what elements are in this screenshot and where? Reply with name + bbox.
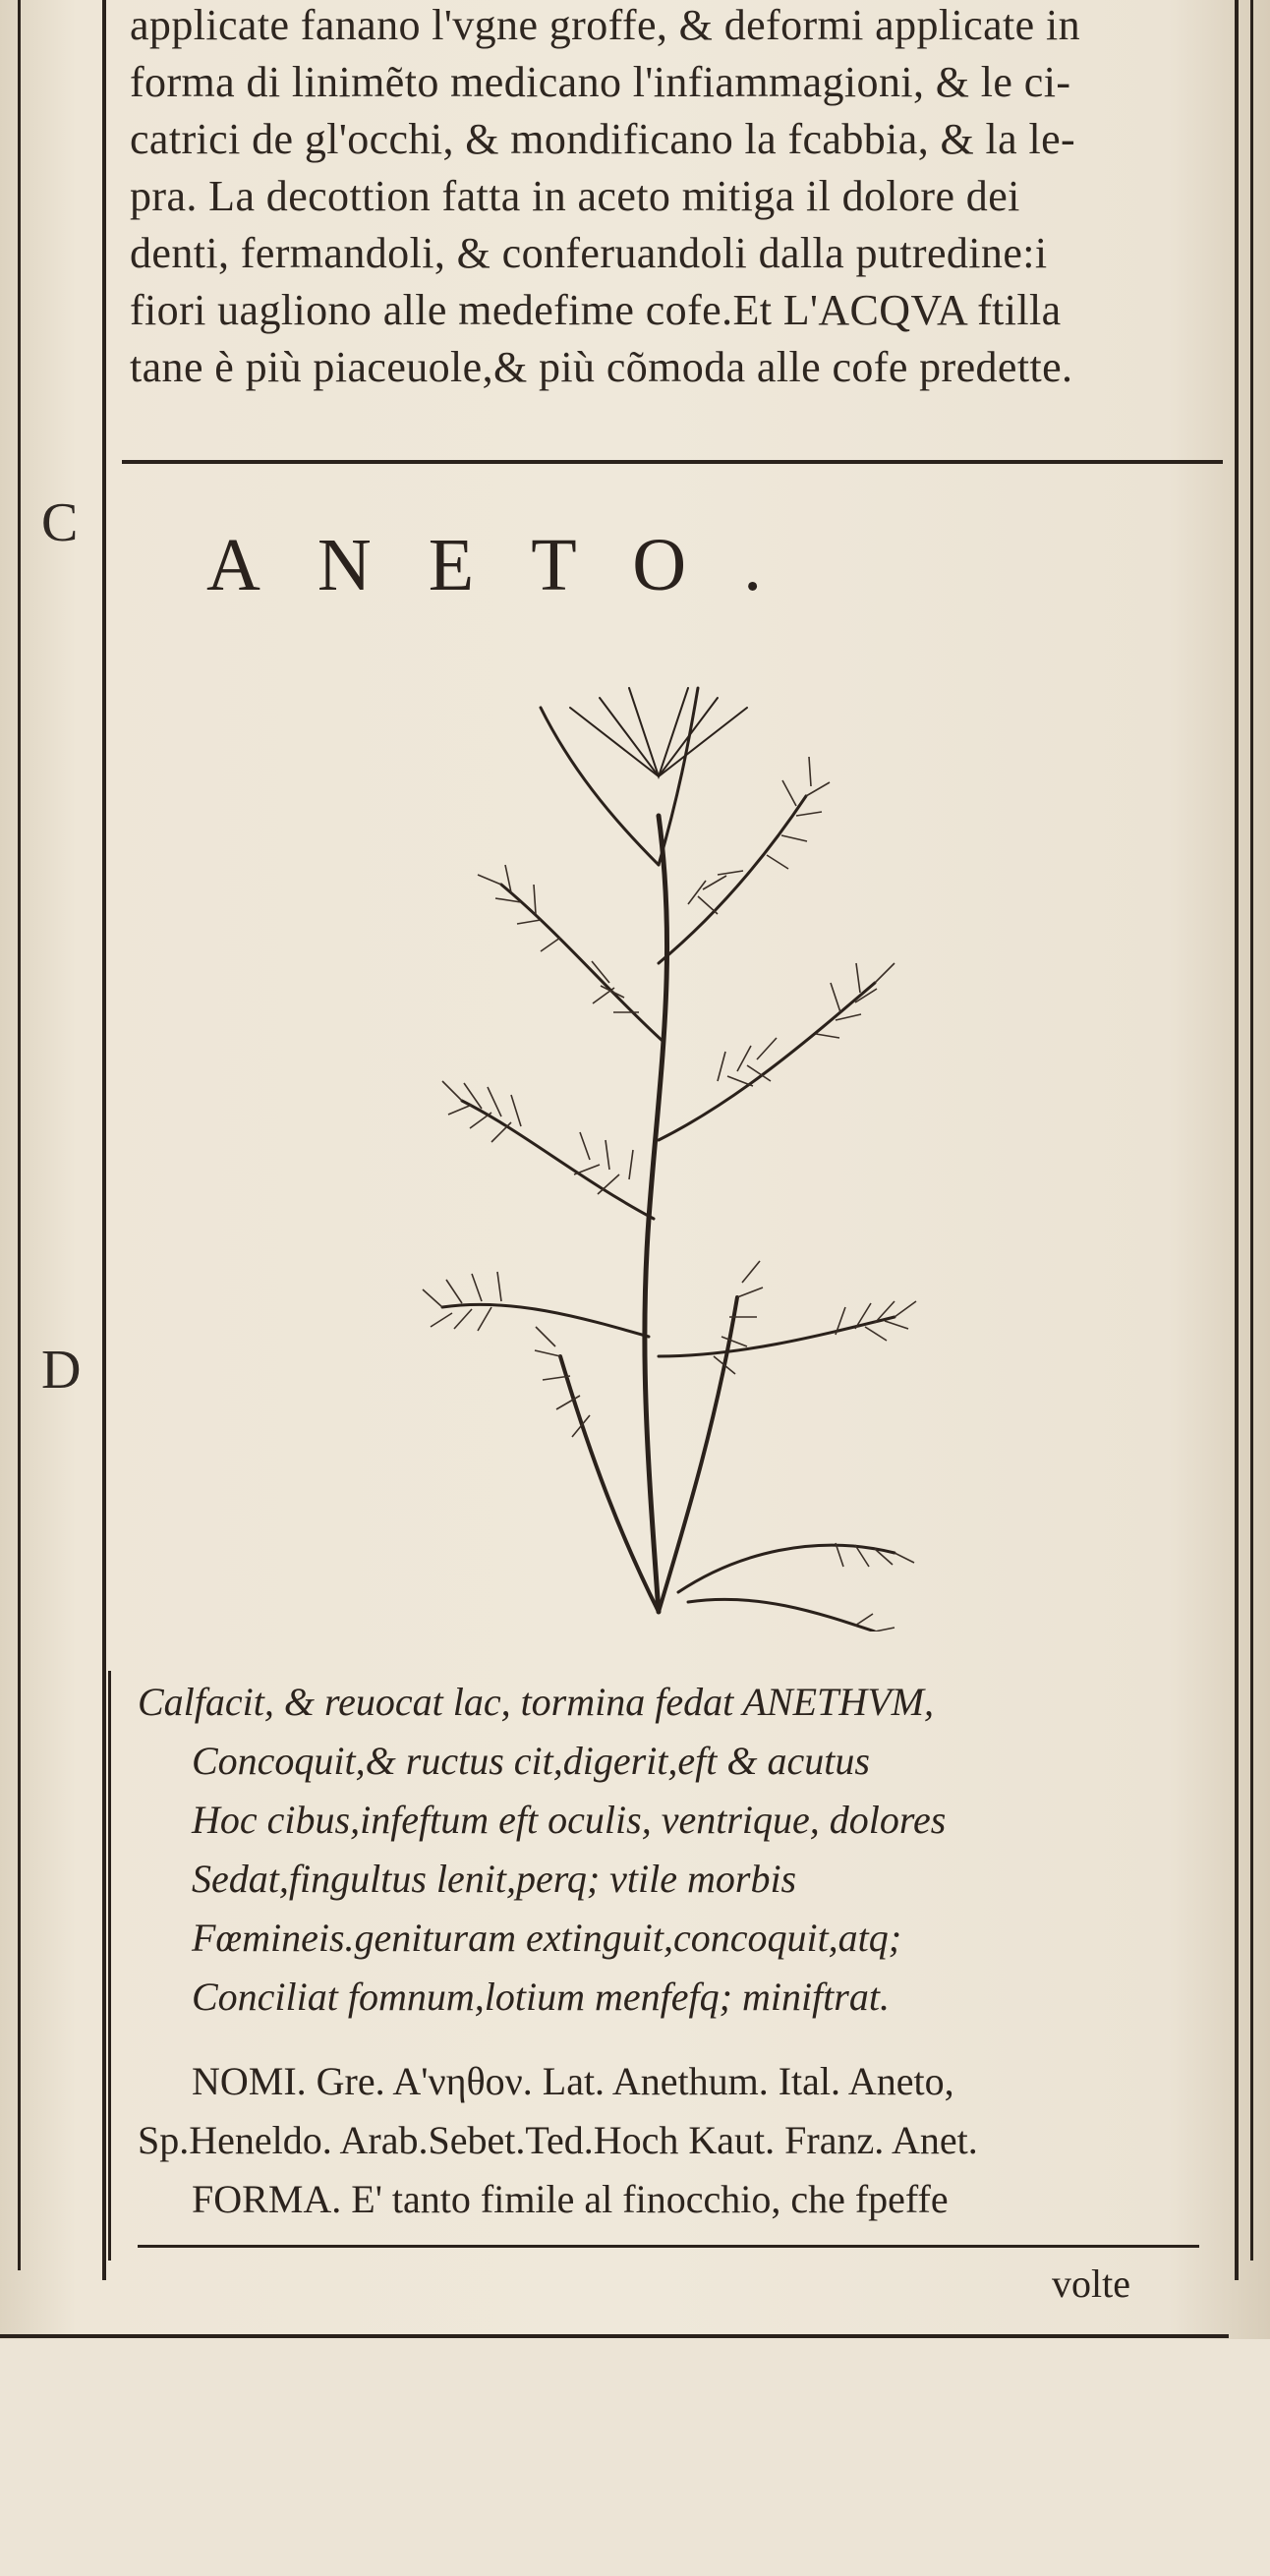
left-outer-rule [18, 0, 21, 2270]
right-outer-rule [1250, 0, 1253, 2261]
poem-line: Hoc cibus,infeftum eft oculis, ventrique, dolores [192, 1798, 947, 1842]
body-text-line: forma di linimẽto medicano l'infiammagioni, & le ci- [130, 58, 1071, 106]
body-text-line: catrici de gl'occhi, & mondificano la fcabbia, & la le- [130, 115, 1076, 163]
poem-line: Fœmineis.genituram extinguit,concoquit,atq; [192, 1916, 902, 1960]
catchword: volte [1052, 2261, 1130, 2306]
left-inner-rule [102, 0, 106, 2280]
poem-line: Concoquit,& ructus cit,digerit,eft & acutus [192, 1739, 870, 1783]
poem-line: Sedat,fingultus lenit,perq; vtile morbis [192, 1857, 797, 1901]
dill-plant-illustration [364, 668, 973, 1631]
section-divider [122, 460, 1223, 464]
text-bottom-rule [138, 2245, 1199, 2248]
poem-line: Conciliat fomnum,lotium menfefq; miniftrat. [192, 1975, 890, 2019]
blank-area [0, 2339, 1270, 2576]
body-text-line: pra. La decottion fatta in aceto mitiga il dolore dei [130, 172, 1020, 220]
poem-line: Calfacit, & reuocat lac, tormina fedat ANETHVM, [138, 1680, 934, 1724]
names-line: Sp.Heneldo. Arab.Sebet.Ted.Hoch Kaut. Franz. Anet. [138, 2118, 978, 2162]
body-text-line: fiori uagliono alle medefime cofe.Et L'ACQVA ftilla [130, 286, 1062, 334]
poem-box-rule [108, 1671, 111, 2261]
body-text-line: tane è più piaceuole,& più cõmoda alle cofe predette. [130, 343, 1073, 391]
page-bottom-rule [0, 2334, 1229, 2338]
margin-letter-d: D [41, 1340, 82, 1401]
page-title: ANETO. [206, 524, 820, 606]
names-line: NOMI. Gre. A'νηθον. Lat. Anethum. Ital. Aneto, [192, 2059, 954, 2103]
form-line: FORMA. E' tanto fimile al finocchio, che fpeffe [192, 2177, 949, 2221]
margin-letter-c: C [41, 492, 79, 553]
right-inner-rule [1235, 0, 1239, 2280]
body-text-line: applicate fanano l'vgne groffe, & deformi applicate in [130, 1, 1080, 49]
body-text-line: denti, fermandoli, & conferuandoli dalla putredine:i [130, 229, 1048, 277]
